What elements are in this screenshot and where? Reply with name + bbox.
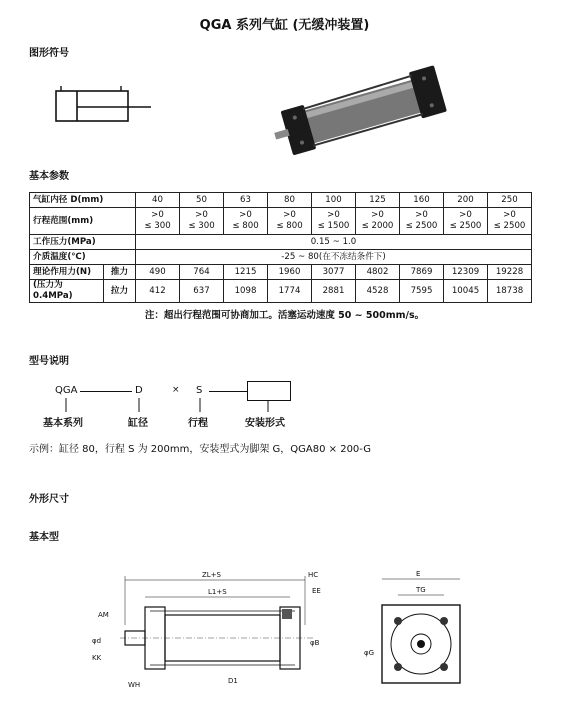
cylinder-photo: [270, 62, 460, 162]
side-view-drawing: [90, 565, 340, 712]
table-row-temp: [30, 250, 532, 265]
temp-label: 介质温度(℃): [30, 250, 136, 265]
push-cell: 764: [180, 265, 224, 280]
model-prefix: QGA: [55, 385, 78, 396]
section-model-heading: 型号说明: [29, 356, 69, 367]
cylinder-symbol-icon: [55, 86, 155, 126]
pull-cell: 637: [180, 280, 224, 303]
stroke-min: >0: [371, 210, 384, 220]
dim-e: E: [416, 570, 421, 578]
table-row-pressure: [30, 235, 532, 250]
range-note: 注：超出行程范围可协商加工。活塞运动速度 50 ~ 500mm/s。: [144, 310, 425, 321]
stroke-cell: [268, 208, 312, 235]
model-d: D: [135, 385, 143, 396]
stroke-max: ≤ 2000: [361, 221, 394, 231]
stroke-max: ≤ 800: [276, 221, 303, 231]
section-basic-heading: 基本型: [29, 532, 59, 543]
bore-label: 气缸内径 D(mm): [30, 193, 136, 208]
bore-cell: 40: [136, 193, 180, 208]
end-view-drawing: [360, 565, 490, 685]
stroke-max: ≤ 2500: [493, 221, 526, 231]
dim-tg: TG: [416, 586, 426, 594]
section-params-heading: 基本参数: [29, 171, 69, 182]
pull-cell: 412: [136, 280, 180, 303]
section-dims-heading: 外形尺寸: [29, 494, 69, 505]
dim-g: φG: [364, 649, 375, 657]
stroke-min: >0: [195, 210, 208, 220]
force-pressure-label: (压力为 0.4MPa): [30, 280, 104, 303]
section-symbol-heading: 图形符号: [29, 48, 69, 59]
table-row-push: [30, 265, 532, 280]
label-bore: 缸径: [128, 418, 148, 429]
push-cell: 490: [136, 265, 180, 280]
stroke-cell: [180, 208, 224, 235]
pressure-label: 工作压力(MPa): [30, 235, 136, 250]
model-s: S: [196, 385, 203, 396]
temp-value: -25 ~ 80(在不冻结条件下): [136, 250, 532, 265]
label-series: 基本系列: [43, 418, 83, 429]
dim-ee: EE: [312, 587, 321, 595]
pull-cell: 10045: [444, 280, 488, 303]
model-leader-lines: [0, 396, 300, 414]
stroke-min: >0: [415, 210, 428, 220]
push-label: 推力: [104, 265, 136, 280]
pull-cell: 1098: [224, 280, 268, 303]
stroke-max: ≤ 2500: [405, 221, 438, 231]
push-cell: 7869: [400, 265, 444, 280]
model-example: 示例：缸径 80，行程 S 为 200mm，安装型式为脚架 G，QGA80 × 200-G: [29, 444, 372, 455]
bore-cell: 80: [268, 193, 312, 208]
bore-cell: 160: [400, 193, 444, 208]
page-title: QGA 系列气缸 (无缓冲装置): [199, 18, 370, 33]
stroke-min: >0: [239, 210, 252, 220]
label-mount: 安装形式: [245, 418, 285, 429]
dim-am: AM: [98, 611, 109, 619]
pull-cell: 2881: [312, 280, 356, 303]
push-cell: 4802: [356, 265, 400, 280]
push-cell: 1215: [224, 265, 268, 280]
stroke-cell: [312, 208, 356, 235]
stroke-min: >0: [151, 210, 164, 220]
table-row-pull: [30, 280, 532, 303]
dim-kk: KK: [92, 654, 102, 662]
label-stroke: 行程: [188, 418, 208, 429]
stroke-cell: [224, 208, 268, 235]
pressure-value: 0.15 ~ 1.0: [136, 235, 532, 250]
model-dash: [209, 391, 247, 392]
pull-label: 拉力: [104, 280, 136, 303]
push-cell: 1960: [268, 265, 312, 280]
stroke-min: >0: [327, 210, 340, 220]
table-row-stroke: [30, 208, 532, 235]
bore-cell: 100: [312, 193, 356, 208]
stroke-cell: [136, 208, 180, 235]
stroke-min: >0: [283, 210, 296, 220]
model-times: ×: [172, 385, 180, 395]
dim-db: φB: [310, 639, 320, 647]
stroke-max: ≤ 300: [188, 221, 215, 231]
pull-cell: 18738: [488, 280, 532, 303]
pull-cell: 1774: [268, 280, 312, 303]
stroke-cell: [488, 208, 532, 235]
dim-l1-s: L1+S: [208, 588, 227, 596]
push-cell: 12309: [444, 265, 488, 280]
dim-hc: HC: [308, 571, 319, 579]
bore-cell: 125: [356, 193, 400, 208]
bore-cell: 250: [488, 193, 532, 208]
pull-cell: 7595: [400, 280, 444, 303]
force-label: 理论作用力(N): [30, 265, 104, 280]
stroke-cell: [400, 208, 444, 235]
model-dash: [80, 391, 132, 392]
push-cell: 19228: [488, 265, 532, 280]
dim-zl-s: ZL+S: [202, 571, 222, 579]
stroke-max: ≤ 800: [232, 221, 259, 231]
stroke-max: ≤ 1500: [317, 221, 350, 231]
dim-wh: WH: [128, 681, 141, 689]
push-cell: 3077: [312, 265, 356, 280]
bore-cell: 200: [444, 193, 488, 208]
stroke-min: >0: [459, 210, 472, 220]
stroke-max: ≤ 2500: [449, 221, 482, 231]
stroke-min: >0: [503, 210, 516, 220]
bore-cell: 63: [224, 193, 268, 208]
bore-cell: 50: [180, 193, 224, 208]
stroke-label: 行程范围(mm): [30, 208, 136, 235]
stroke-max: ≤ 300: [144, 221, 171, 231]
stroke-cell: [444, 208, 488, 235]
table-row-bore: [30, 193, 532, 208]
params-table: [29, 192, 532, 303]
dim-dt: D1: [228, 677, 238, 685]
dim-dd: φd: [92, 637, 102, 645]
stroke-cell: [356, 208, 400, 235]
pull-cell: 4528: [356, 280, 400, 303]
